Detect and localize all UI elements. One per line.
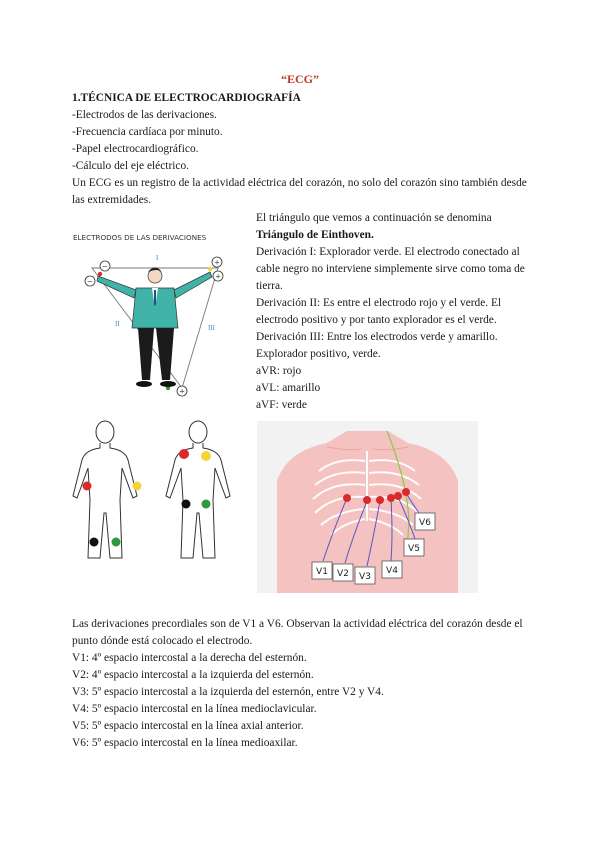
lead-description: V1: 4º espacio intercostal a la derecha del esternón. — [72, 652, 307, 664]
einthoven-name: Triángulo de Einthoven. — [256, 229, 374, 241]
intro-paragraph: Un ECG es un registro de la actividad eléctrica del corazón, no solo del corazón sino también desde las extremidades. — [72, 177, 527, 206]
electrode-yellow-dot — [133, 482, 142, 491]
bullet-item: -Cálculo del eje eléctrico. — [72, 160, 190, 172]
lead-description: V3: 5º espacio intercostal a la izquierda del esternón, entre V2 y V4. — [72, 686, 384, 698]
lead-2-text: Derivación II: Es entre el electrodo rojo y el verde. El electrodo positivo y por tanto explorador es el verde. — [256, 297, 502, 326]
body-outlines-illustration — [60, 418, 245, 568]
electrode-yellow-dot — [201, 451, 211, 461]
avl-text: aVL: amarillo — [256, 382, 321, 394]
v3-label: V3 — [359, 572, 371, 582]
lead-description: V4: 5º espacio intercostal en la línea medioclavicular. — [72, 703, 317, 715]
body-outline-front — [73, 421, 137, 558]
einthoven-intro: El triángulo que vemos a continuación se denomina — [256, 212, 492, 224]
bullet-item: -Frecuencia cardíaca por minuto. — [72, 126, 223, 138]
precordial-section — [72, 616, 542, 752]
electrode-green-dot — [112, 538, 121, 547]
electrode-red-dot — [83, 482, 92, 491]
lead-description: V5: 5º espacio intercostal en la línea axial anterior. — [72, 720, 304, 732]
lead-iii-label: III — [208, 324, 215, 332]
bullet-item: -Papel electrocardiográfico. — [72, 143, 199, 155]
sign-label: + — [214, 258, 220, 267]
lead-description: V6: 5º espacio intercostal en la línea medioaxilar. — [72, 737, 298, 749]
page-title: “ECG” — [280, 72, 319, 86]
electrode-black-dot — [90, 538, 99, 547]
einthoven-illustration — [70, 228, 240, 400]
v5-label: V5 — [408, 544, 420, 554]
sign-label: + — [179, 387, 185, 396]
sign-label: + — [215, 272, 221, 281]
figure-caption: ELECTRODOS DE LAS DERIVACIONES — [73, 233, 207, 242]
v4-label: V4 — [386, 566, 398, 576]
electrode-green-dot — [202, 500, 211, 509]
lead-1-text: Derivación I: Explorador verde. El electrodo conectado al cable negro no interviene simplemente sirve como toma de tierra. — [256, 246, 525, 292]
electrode-black-dot — [182, 500, 191, 509]
avr-text: aVR: rojo — [256, 365, 302, 377]
v6-label: V6 — [419, 518, 431, 528]
avf-text: aVF: verde — [256, 399, 307, 411]
v1-label: V1 — [316, 567, 328, 577]
lead-3-text: Derivación III: Entre los electrodos verde y amarillo. Explorador positivo, verde. — [256, 331, 498, 360]
intro-section — [72, 90, 542, 209]
lead-i-label: I — [156, 254, 159, 262]
einthoven-text — [256, 210, 531, 414]
section-heading: 1.TÉCNICA DE ELECTROCARDIOGRAFÍA — [72, 92, 301, 104]
electrode-red-dot — [98, 272, 102, 276]
electrode-yellow-dot — [208, 267, 212, 271]
lead-description: V2: 4º espacio intercostal a la izquierda del esternón. — [72, 669, 314, 681]
lead-ii-label: II — [115, 320, 120, 328]
v2-label: V2 — [337, 569, 349, 579]
sign-label: − — [102, 262, 108, 271]
body-outline-back — [166, 421, 230, 558]
precordial-chest-illustration — [257, 421, 478, 593]
bullet-item: -Electrodos de las derivaciones. — [72, 109, 217, 121]
precordial-intro: Las derivaciones precordiales son de V1 a V6. Observan la actividad eléctrica del corazón desde el punto dónde está colocado el electrodo. — [72, 618, 523, 647]
sign-label: − — [87, 277, 93, 286]
electrode-red-dot — [179, 449, 189, 459]
